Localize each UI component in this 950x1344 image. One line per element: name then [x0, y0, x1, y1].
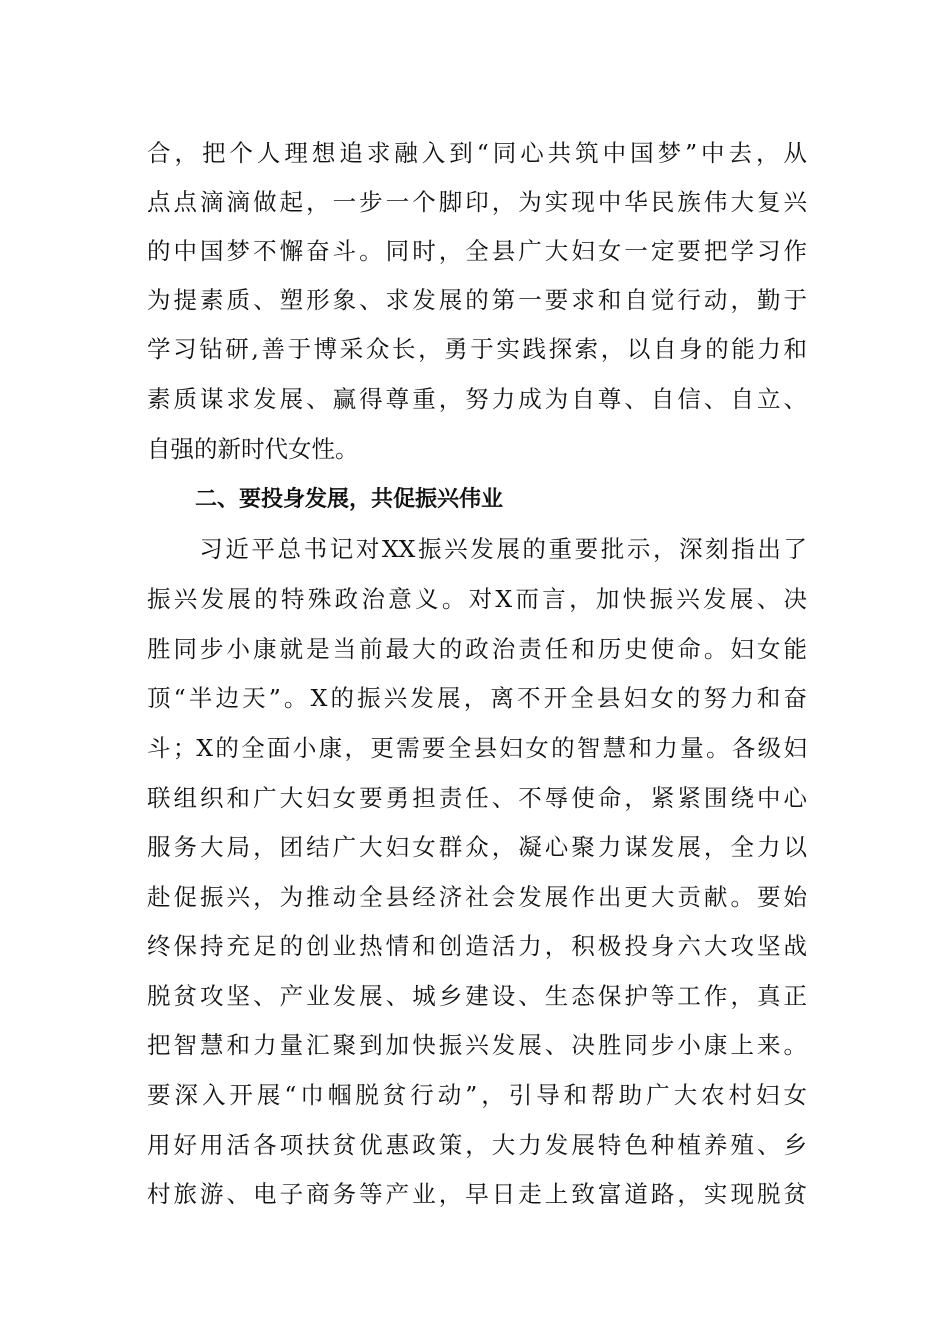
- text-line: 自强的新时代女性。: [147, 435, 359, 463]
- text-line: 胜同步小康就是当前最大的政治责任和历史使命。妇女能: [147, 635, 807, 663]
- text-line: 村旅游、电子商务等产业，早日走上致富道路，实现脱贫: [147, 1180, 807, 1208]
- text-line: 斗；X的全面小康，更需要全县妇女的智慧和力量。各级妇: [147, 734, 807, 762]
- text-line: 终保持充足的创业热情和创造活力，积极投身六大攻坚战: [147, 932, 807, 960]
- text-line: 联组织和广大妇女要勇担责任、不辱使命，紧紧围绕中心: [147, 784, 807, 812]
- text-line: 学习钻研,善于博采众长，勇于实践探索，以自身的能力和: [147, 335, 807, 363]
- text-line: 顶“半边天”。X的振兴发展，离不开全县妇女的努力和奋: [147, 684, 807, 712]
- text-line: 脱贫攻坚、产业发展、城乡建设、生态保护等工作，真正: [147, 982, 807, 1010]
- text-line: 素质谋求发展、赢得尊重，努力成为自尊、自信、自立、: [147, 385, 807, 413]
- text-line: 为提素质、塑形象、求发展的第一要求和自觉行动，勤于: [147, 286, 807, 314]
- text-line: 用好用活各项扶贫优惠政策，大力发展特色种植养殖、乡: [147, 1131, 807, 1159]
- section-heading: 二、要投身发展，共促振兴伟业: [195, 487, 504, 512]
- text-line: 点点滴滴做起，一步一个脚印，为实现中华民族伟大复兴: [147, 188, 807, 216]
- text-line: 习近平总书记对XX振兴发展的重要批示，深刻指出了: [147, 535, 807, 563]
- text-line: 振兴发展的特殊政治意义。对X而言，加快振兴发展、决: [147, 585, 807, 613]
- text-line: 合，把个人理想追求融入到“同心共筑中国梦”中去，从: [147, 139, 807, 167]
- text-line: 把智慧和力量汇聚到加快振兴发展、决胜同步小康上来。: [147, 1031, 807, 1059]
- text-line: 赴促振兴，为推动全县经济社会发展作出更大贡献。要始: [147, 883, 807, 911]
- text-line: 要深入开展“巾帼脱贫行动”，引导和帮助广大农村妇女: [147, 1081, 807, 1109]
- text-line: 的中国梦不懈奋斗。同时，全县广大妇女一定要把学习作: [147, 237, 807, 265]
- text-line: 服务大局，团结广大妇女群众，凝心聚力谋发展，全力以: [147, 833, 807, 861]
